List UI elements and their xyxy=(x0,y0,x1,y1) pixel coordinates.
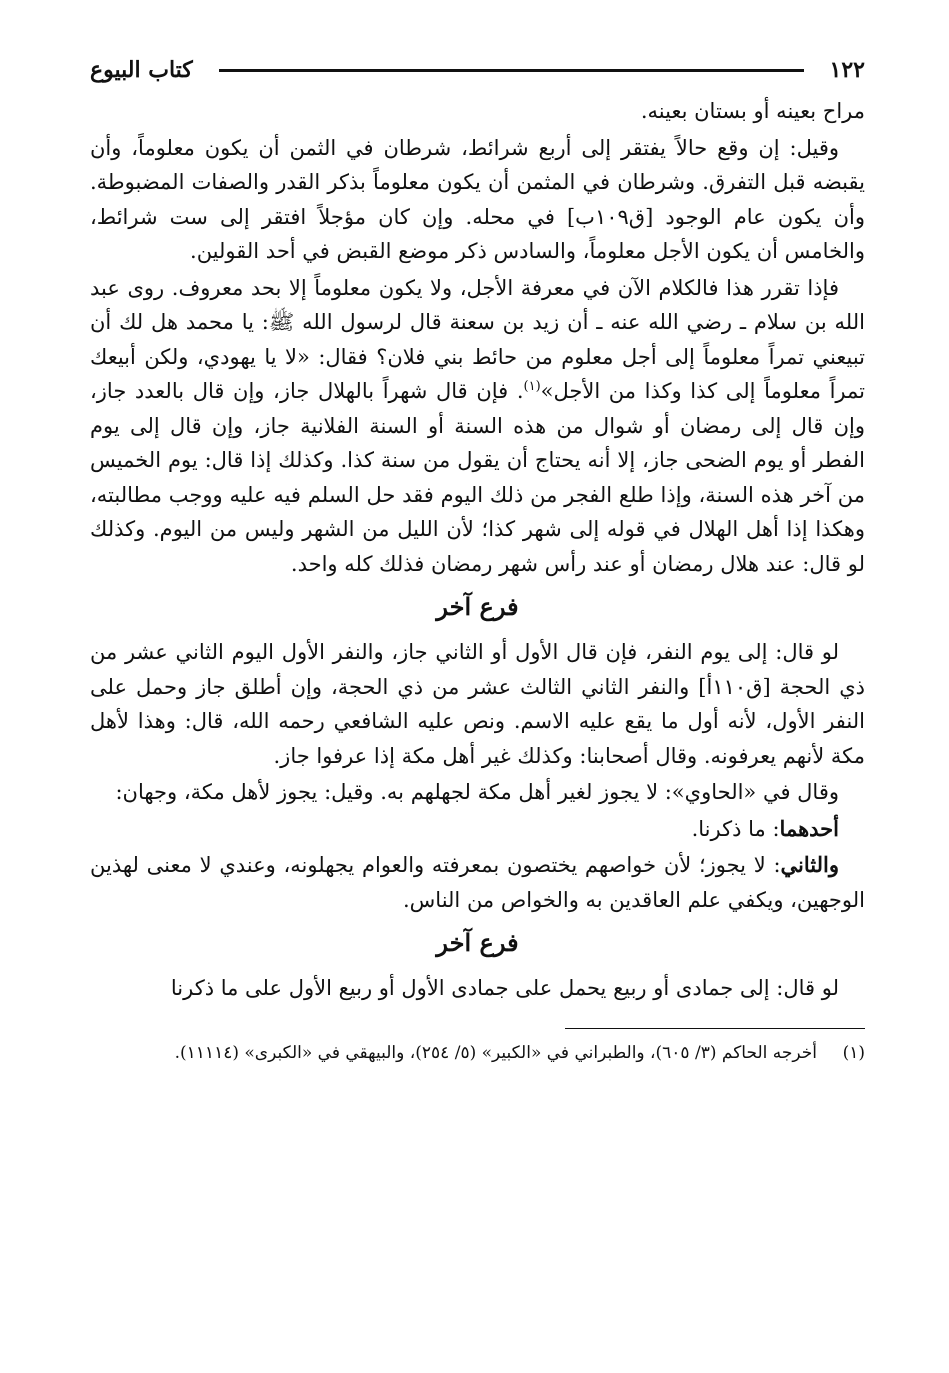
paragraph-3-part-b: . فإن قال شهراً بالهلال جاز، وإن قال بالعدد جاز، وإن قال إلى رمضان أو شوال من هذه السنة أو السنة الفلانية جاز، وإن قال إلى يوم الفطر أو يوم الضحى جاز، إلا أنه يحتاج أن يقول من سنة كذا. وكذلك إذا قال: يوم الخميس من آخر هذه السنة، وإذا طلع الفجر من ذلك اليوم فقد حل السلم فيه عليه ووجب مطالبته، وهكذا إذا أهل الهلال في قوله إلى شهر كذا؛ لأن الليل من الشهر وليس من اليوم. وكذلك لو قال: عند هلال رمضان أو عند رأس شهر رمضان فذلك كله واحد. xyxy=(90,379,865,576)
first-view-label: أحدهما xyxy=(779,815,839,841)
paragraph-5: وقال في «الحاوي»: لا يجوز لغير أهل مكة لجهلهم به. وقيل: يجوز لأهل مكة، وجهان: xyxy=(115,780,839,804)
paragraph-3 xyxy=(90,271,865,582)
paragraph-8: لو قال: إلى جمادى أو ربيع يحمل على جمادى الأول أو ربيع الأول على ما ذكرنا xyxy=(170,976,839,1000)
footnote-reference: (١) xyxy=(523,379,541,394)
paragraph-3-part-a: فإذا تقرر هذا فالكلام الآن في معرفة الأجل، ولا يكون معلوماً إلا بحد معروف. روى عبد الله بن سلام ـ رضي الله عنه ـ أن زيد بن سعنة قال لرسول الله ﷺ: يا محمد هل لك أن تبيعني تمراً معلوماً إلى أجل معلوم من حائط بني فلان؟ فقال: «لا يا يهودي، ولكن أبيعك تمراً معلوماً إلى كذا وكذا من الأجل» xyxy=(90,275,865,403)
paragraph-6 xyxy=(90,812,865,847)
section-heading-1: فرع آخر xyxy=(436,592,519,621)
book-title: كتاب البيوع xyxy=(90,57,193,83)
footnote-separator xyxy=(565,1028,865,1029)
page-header xyxy=(90,50,865,90)
paragraph-4: لو قال: إلى يوم النفر، فإن قال الأول أو الثاني جاز، والنفر الأول اليوم الثاني عشر من ذي الحجة [ق١١٠أ] والنفر الثاني الثالث عشر من ذي الحجة، وإن أطلق جاز وحمل على النفر الأول، لأنه أول ما يقع عليه الاسم. ونص عليه الشافعي رحمه الله، قال: وهذا لأهل مكة لأنهم يعرفونه. وقال أصحابنا: وكذلك غير أهل مكة إذا عرفوا جاز. xyxy=(90,640,865,768)
paragraph-1: مراح بعينه أو بستان بعينه. xyxy=(640,99,865,123)
document-page xyxy=(90,50,865,1067)
footnote-number: (١) xyxy=(842,1042,865,1063)
footnote-text: أخرجه الحاكم (٣/ ٦٠٥)، والطبراني في «الكبير» (٥/ ٢٥٤)، والبيهقي في «الكبرى» (١١١١٤). xyxy=(174,1042,817,1063)
second-view-text: : لا يجوز؛ لأن خواصهم يختصون بمعرفته والعوام يجهلونه، وعندي لا معنى لهذين الوجهين، ويكفي علم العاقدين به والخواص من الناس. xyxy=(90,853,865,912)
page-number: ١٢٢ xyxy=(829,57,865,83)
second-view-label: والثاني xyxy=(780,852,839,877)
footnote xyxy=(90,1039,865,1067)
header-rule xyxy=(219,69,804,72)
paragraph-7 xyxy=(90,848,865,917)
first-view-text: : ما ذكرنا. xyxy=(691,816,780,841)
section-heading-2: فرع آخر xyxy=(436,928,519,957)
paragraph-2: وقيل: إن وقع حالاً يفتقر إلى أربع شرائط، شرطان في الثمن أن يكون معلوماً، وأن يقبضه قبل التفرق. وشرطان في المثمن أن يكون معلوماً بذكر القدر والصفات المضبوطة. وأن يكون عام الوجود [ق١٠٩ب] في محله. وإن كان مؤجلاً افتقر إلى ست شرائط، والخامس أن يكون الأجل معلوماً، والسادس ذكر موضع القبض في أحد القولين. xyxy=(90,135,865,263)
